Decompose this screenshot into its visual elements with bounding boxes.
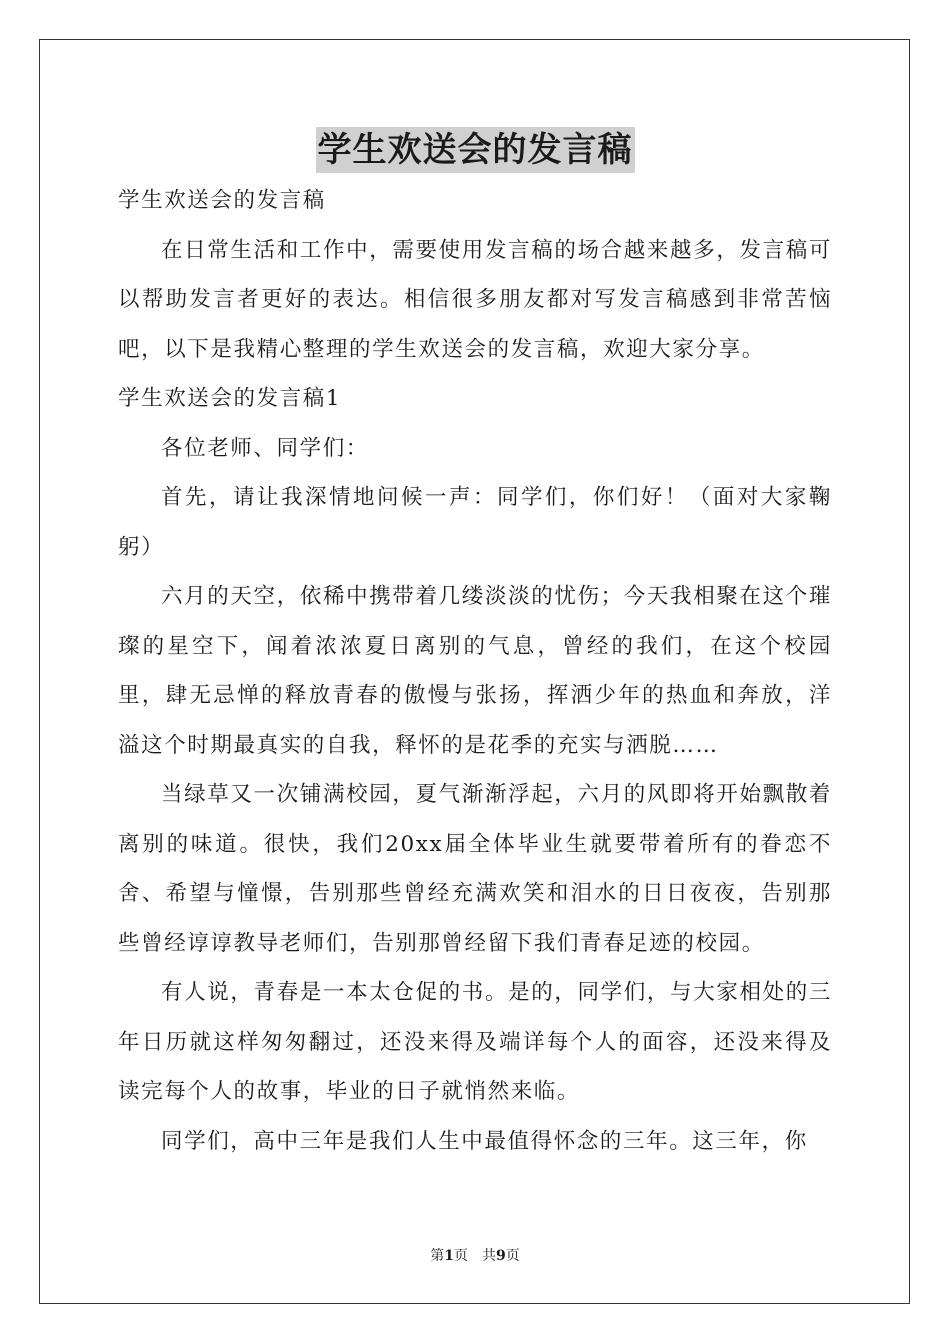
total-pages: 9 (496, 1248, 506, 1264)
paragraph-1: 在日常生活和工作中，需要使用发言稿的场合越来越多，发言稿可以帮助发言者更好的表达。相信很多朋友都对写发言稿感到非常苦恼吧，以下是我精心整理的学生欢送会的发言稿，欢迎大家分享。 (118, 237, 832, 362)
page-suffix: 页 (454, 1248, 468, 1264)
page-prefix: 第 (430, 1248, 445, 1264)
paragraph-7: 有人说，青春是一本太仓促的书。是的，同学们，与大家相处的三年日历就这样匆匆翻过，还没来得及端详每个人的面容，还没来得及读完每个人的故事，毕业的日子就悄然来临。 (118, 980, 832, 1104)
paragraph-3: 各位老师、同学们： (161, 435, 369, 461)
document-body (118, 176, 832, 1166)
document-title-text: 学生欢送会的发言稿 (316, 127, 635, 173)
document-title (0, 124, 950, 176)
paragraph-2: 学生欢送会的发言稿1 (118, 386, 342, 411)
total-suffix: 页 (505, 1248, 520, 1264)
paragraph-4: 首先，请让我深情地问候一声：同学们，你们好！（面对大家鞠躬） (118, 485, 832, 560)
page-footer (0, 1246, 950, 1266)
paragraph-5: 六月的天空，依稀中携带着几缕淡淡的忧伤；今天我相聚在这个璀璨的星空下，闻着浓浓夏日离别的气息，曾经的我们，在这个校园里，肆无忌惮的释放青春的傲慢与张扬，挥洒少年的热血和奔放，洋溢这个时期最真实的自我，释怀的是花季的充实与洒脱…… (118, 584, 832, 758)
paragraph-6: 当绿草又一次铺满校园，夏气渐渐浮起，六月的风即将开始飘散着离别的味道。很快，我们20xx届全体毕业生就要带着所有的眷恋不舍、希望与憧憬，告别那些曾经充满欢笑和泪水的日日夜夜，告别那些曾经谆谆教导老师们，告别那曾经留下我们青春足迹的校园。 (118, 782, 832, 956)
total-prefix: 共 (482, 1248, 496, 1264)
paragraph-0: 学生欢送会的发言稿 (118, 188, 326, 213)
paragraph-8: 同学们，高中三年是我们人生中最值得怀念的三年。这三年，你 (161, 1128, 808, 1154)
page-number: 1 (444, 1248, 454, 1264)
